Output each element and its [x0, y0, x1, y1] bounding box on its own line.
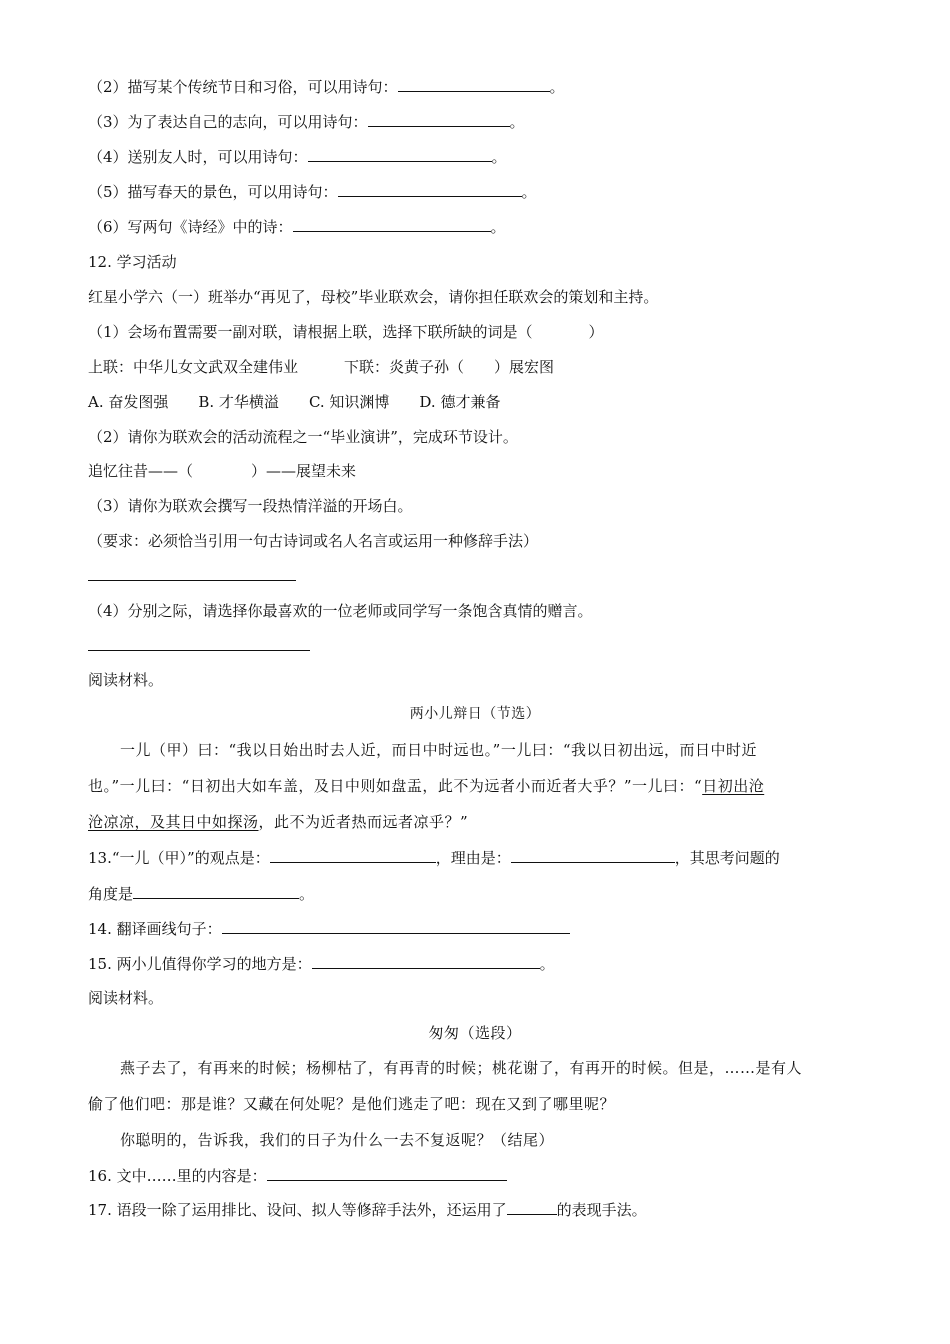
- answer-blank[interactable]: [507, 1200, 557, 1215]
- passage-line: 偷了他们吧：那是谁？又藏在何处呢？是他们逃走了吧：现在又到了哪里呢？: [88, 1095, 616, 1113]
- answer-blank[interactable]: [312, 954, 540, 969]
- q12-part4: （4）分别之际，请选择你最喜欢的一位老师或同学写一条饱含真情的赠言。: [88, 602, 593, 620]
- underlined-sentence: 日初出沧: [702, 777, 765, 795]
- answer-blank[interactable]: [133, 884, 299, 899]
- q12-title: 12. 学习活动: [88, 253, 177, 271]
- q15-line: 15. 两小儿值得你学习的地方是： 。: [88, 955, 555, 973]
- reading-label: 阅读材料。: [88, 671, 164, 689]
- q12-part2: （2）请你为联欢会的活动流程之一“毕业演讲”，完成环节设计。: [88, 428, 518, 446]
- answer-blank[interactable]: [270, 848, 436, 863]
- option-a[interactable]: A. 奋发图强: [88, 393, 169, 411]
- answer-blank[interactable]: [222, 919, 570, 934]
- q12-part3: （3）请你为联欢会撰写一段热情洋溢的开场白。: [88, 497, 413, 515]
- option-c[interactable]: C. 知识渊博: [308, 393, 390, 411]
- q13-line: 角度是 。: [88, 885, 315, 903]
- q11-line-6: （6）写两句《诗经》中的诗： 。: [88, 218, 506, 236]
- underlined-sentence: 沧凉凉，及其日中如探汤: [88, 813, 259, 831]
- q12-part1: （1）会场布置需要一副对联，请根据上联，选择下联所缺的词是（ ）: [88, 323, 604, 341]
- answer-blank[interactable]: [398, 77, 550, 92]
- answer-line[interactable]: [88, 580, 296, 581]
- q12-flow: 追忆往昔——（ ）——展望未来: [88, 462, 357, 480]
- passage-title: 两小儿辩日（节选）: [409, 706, 541, 722]
- passage-line: 你聪明的，告诉我，我们的日子为什么一去不复返呢？（结尾）: [120, 1131, 555, 1149]
- passage-line: 燕子去了，有再来的时候；杨柳枯了，有再青的时候；桃花谢了，有再开的时候。但是，……是有人: [120, 1059, 803, 1077]
- q11-line-3: （3）为了表达自己的志向，可以用诗句： 。: [88, 113, 525, 131]
- answer-blank[interactable]: [368, 112, 510, 127]
- q12-options: [88, 392, 500, 412]
- answer-blank[interactable]: [511, 848, 675, 863]
- passage-line: 也。”一儿曰：“日初出大如车盖，及日中则如盘盂，此不为远者小而近者大乎？”一儿曰：“日初出沧: [88, 777, 765, 795]
- answer-blank[interactable]: [338, 182, 522, 197]
- reading-label: 阅读材料。: [88, 989, 164, 1007]
- option-b[interactable]: B. 才华横溢: [198, 393, 279, 411]
- q16-line: 16. 文中……里的内容是：: [88, 1166, 507, 1186]
- q12-intro: 红星小学六（一）班举办“再见了，母校”毕业联欢会，请你担任联欢会的策划和主持。: [88, 288, 659, 306]
- q12-part3-requirement: （要求：必须恰当引用一句古诗词或名人名言或运用一种修辞手法）: [88, 532, 539, 550]
- answer-line[interactable]: [88, 650, 310, 651]
- passage-line: 沧凉凉，及其日中如探汤，此不为近者热而远者凉乎？”: [88, 813, 469, 831]
- q17-line: 17. 语段一除了运用排比、设问、拟人等修辞手法外，还运用了 的表现手法。: [88, 1201, 647, 1219]
- answer-blank[interactable]: [267, 1166, 507, 1181]
- passage-title: 匆匆（选段）: [428, 1024, 522, 1042]
- q11-line-2: （2）描写某个传统节日和习俗，可以用诗句： 。: [88, 78, 565, 96]
- q13-line: 13.“一儿（甲）”的观点是： ，理由是： ，其思考问题的: [88, 849, 780, 867]
- answer-blank[interactable]: [293, 217, 491, 232]
- passage-line: 一儿（甲）曰：“我以日始出时去人近，而日中时远也。”一儿曰：“我以日初出远，而日中时近: [120, 741, 758, 759]
- answer-blank[interactable]: [308, 147, 492, 162]
- q11-line-4: （4）送别友人时，可以用诗句： 。: [88, 148, 507, 166]
- option-d[interactable]: D. 德才兼备: [419, 393, 501, 411]
- q14-line: 14. 翻译画线句子：: [88, 919, 570, 939]
- q12-couplet: 上联：中华儿女文武双全建伟业 下联：炎黄子孙（ ）展宏图: [88, 358, 555, 376]
- q11-line-5: （5）描写春天的景色，可以用诗句： 。: [88, 183, 537, 201]
